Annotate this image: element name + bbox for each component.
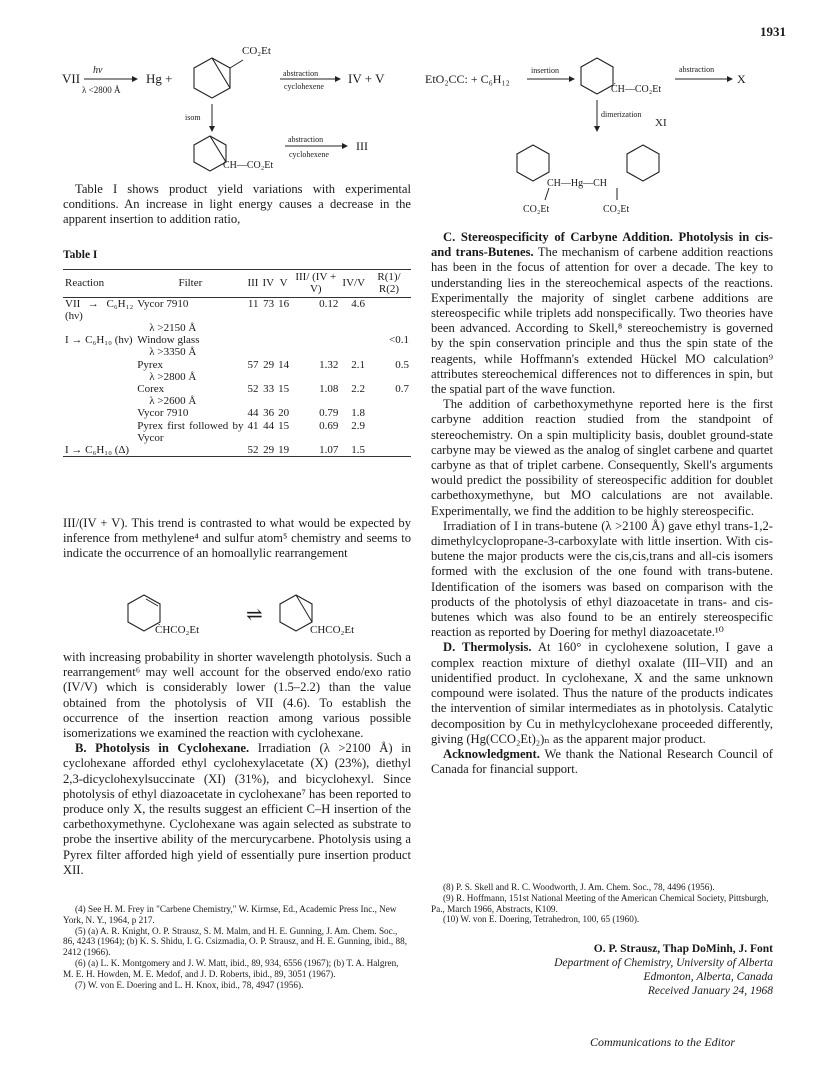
table-cell (63, 371, 135, 383)
table-cell: 16 (278, 297, 290, 310)
table-cell (291, 322, 340, 334)
table-cell (245, 395, 260, 407)
table-cell: 52 (247, 444, 259, 457)
ack-heading: Acknowledgment. (443, 746, 540, 761)
table-cell: <0.1 (389, 334, 409, 347)
scheme-2-drawing (120, 585, 410, 645)
table-cell: 29 (263, 444, 275, 457)
co2et-right: CO₂Et (603, 204, 630, 215)
reaction-scheme-1 (60, 40, 410, 175)
table-row (63, 395, 411, 407)
table-cell (63, 420, 135, 444)
vii-label: VII (62, 71, 81, 86)
table-cell (260, 371, 276, 383)
ack-text: We thank the National Research Council of Canada for financial support. (431, 746, 774, 777)
table-cell (340, 322, 367, 334)
department: Department of Chemistry, University of Alberta (554, 957, 773, 969)
table-cell (367, 395, 411, 407)
table-header: Reaction (65, 277, 105, 290)
table-row (63, 297, 411, 322)
table-row (63, 420, 411, 444)
table-cell (340, 395, 367, 407)
abstraction-label-2: abstraction (288, 135, 324, 144)
footnote: (5) (a) A. R. Knight, O. P. Strausz, S. M. Malm, and H. E. Gunning, J. Am. Chem. Soc., 86, 4243 (1964); (b) K. S. Shidu, I. G. Csizmadia, O. P. Strausz, and H. E. Gunning, ibid., 88, 2412 (1966). (63, 925, 408, 958)
table-row (63, 444, 411, 457)
table-cell (291, 346, 340, 358)
section-b-text: Irradiation (λ >2100 Å) in cyclohexane afforded ethyl cyclohexylacetate (X) (23%), diethyl 2,3-dicyclohexylsuccinate (XI) (31%), and bicyclohexyl. Since photolysis of ethyl diazoacetate in cyclohexane⁷ has been reported to produce only X, the results suggest an efficient C–H insertion of the carbethoxymethyne. Cyclohexane was again selected as substrate to probe the insertive ability of the mercurycarbene. Photolysis using a Pyrex filter afforded high yield of essentially pure insertion product XII. (63, 741, 411, 877)
table-cell: Pyrex first followed by Vycor (137, 419, 244, 444)
table-title: Table I (63, 249, 98, 261)
table-cell: 4.6 (351, 297, 366, 310)
table-cell: 15 (278, 383, 290, 396)
table-header: IV (262, 277, 275, 290)
x-product: X (737, 72, 746, 86)
table-cell: Vycor 7910 (137, 407, 189, 420)
chco2et-label: CH—CO₂Et (223, 160, 274, 171)
cyclohexene-label: cyclohexene (284, 82, 324, 91)
table-cell: 0.69 (319, 419, 339, 432)
section-c-text-3: Irradiation of I in trans-butene (λ >2100 Å) gave ethyl trans-1,2-dimethylcyclopropane-3-carboxylate with little insertion. With cis-butene the major products were the cis,cis,trans and all-cis isomers formed with the exclusion of the one found with trans-butene. Identification of the isomers was based on comparison with the products of the photolysis of ethyl diazoacetate in trans- and cis-butenes which was also found to be an entirely stereospecific reaction as reported by Doering for methyl diazoacetate.¹⁰ (431, 518, 773, 640)
table-cell: I → C₆H₁₀ (hν) (65, 334, 133, 347)
table-cell: λ >2800 Å (149, 370, 197, 383)
table-cell: VII → C₆H₁₂ (hν) (65, 297, 134, 322)
table-cell (291, 334, 340, 346)
footnote: (7) W. von E. Doering and L. H. Knox, ibid., 78, 4947 (1956). (75, 979, 304, 990)
table-cell (276, 334, 291, 346)
table-cell: 0.12 (319, 297, 339, 310)
table-cell: λ >3350 Å (149, 346, 197, 359)
hv-label: hν (93, 65, 103, 76)
table-cell: 20 (278, 407, 290, 420)
table-cell: 0.7 (395, 383, 409, 396)
received-date: Received January 24, 1968 (647, 985, 773, 997)
table-row (63, 359, 411, 371)
table-cell (367, 297, 411, 322)
paragraph-3: with increasing probability in shorter wavelength photolysis. Such a rearrangement⁶ may well account for the observed endo/exo ratio (IV/V) which is considerably lower (1.5–2.2) than the value obtained from the photolysis of VII (4.6). To establish the occurrence of the insertion reaction among various possible isomerizations we examined the reaction with cyclohexane. (63, 650, 411, 741)
table-cell: 33 (263, 383, 275, 396)
section-d-text: At 160° in cyclohexene solution, I gave a complex reaction mixture of diethyl oxalate (III–VII) and an unidentified product. In cyclohexane, X and the same unknown compound were isolated. Thus the nature of the products indicates the intervention of similar intermediates as in photolysis. Catalytic decomposition by Cu in methylcyclohexane proceeded differently, giving (Hg(CCO₂Et)₂)ₙ as the apparent major product. (431, 640, 773, 746)
footnote: (9) R. Hoffmann, 151st National Meeting of the American Chemical Society, Pittsburgh, Pa., March 1966, Abstracts, K109. (431, 892, 769, 914)
table-row (63, 371, 411, 383)
table-cell: 2.1 (351, 358, 366, 371)
scheme-1-drawing (60, 40, 410, 175)
table-row (63, 322, 411, 334)
table-cell: 41 (247, 419, 259, 432)
table-cell: 57 (247, 358, 259, 371)
table-cell (367, 444, 411, 457)
table-header: R(1)/ R(2) (377, 271, 401, 296)
table-cell (245, 346, 260, 358)
table-row (63, 346, 411, 358)
table-header: Filter (178, 277, 203, 290)
abstraction-label: abstraction (283, 69, 319, 78)
table-cell: 44 (247, 407, 259, 420)
table-header: III/ (IV + V) (295, 271, 337, 296)
footnotes-left (63, 904, 411, 990)
footnote: (6) (a) L. K. Montgomery and J. W. Matt, ibid., 89, 934, 6556 (1967); (b) T. A. Halgren, M. E. H. Howden, M. E. Medof, and J. D. Roberts, ibid., 89, 3051 (1967). (63, 957, 399, 979)
left-column-top (63, 182, 411, 228)
co2et-label: CO₂Et (242, 45, 271, 57)
table-cell (340, 346, 367, 358)
table-cell: 1.07 (319, 444, 339, 457)
table-cell (276, 395, 291, 407)
table-cell (367, 420, 411, 444)
section-c-text-2: The addition of carbethoxymethyne reported here is the first carbyne addition reaction studied from the standpoint of stereochemistry. On a spin multiplicity basis, doublet ground-state carbyne may be viewed as the analog of singlet carbene and quartet carbyne as that of triplet carbene. Consequently, Skell's arguments would predict the possibility of stereospecific addition for doublet carbethoxymethyne, but MO calculations are not available. Experimentally, we find the addition to be highly stereospecific. (431, 397, 773, 518)
table-cell (135, 444, 245, 457)
table-cell (63, 359, 135, 371)
paragraph-1: Table I shows product yield variations with experimental conditions. An increase in light energy causes a decrease in the apparent insertion to addition ratio, (63, 182, 411, 227)
table-cell: λ >2600 Å (149, 395, 197, 408)
table-cell: 1.08 (319, 383, 339, 396)
chco2et-radical-label: ĊH—CO₂Et (611, 84, 662, 95)
table-cell (245, 334, 260, 346)
table-cell (63, 346, 135, 358)
table-cell (291, 395, 340, 407)
table-cell (245, 371, 260, 383)
table-cell (260, 322, 276, 334)
table-header: III (247, 277, 259, 290)
left-column-lower (63, 650, 411, 878)
footnote: (8) P. S. Skell and R. C. Woodworth, J. Am. Chem. Soc., 78, 4496 (1956). (443, 882, 715, 892)
table-cell: 36 (263, 407, 275, 420)
paragraph-2: III/(IV + V). This trend is contrasted to what would be expected by inference from methylene⁴ and sulfur atom⁵ chemistry and seems to indicate the occurrence of an homoallylic rearrangement (63, 516, 411, 561)
table-cell: 73 (263, 297, 275, 310)
cyclohexene-label-2: cyclohexene (289, 150, 329, 159)
table-cell (276, 322, 291, 334)
table-cell: 1.32 (319, 358, 339, 371)
page-number: 1931 (760, 24, 786, 39)
section-c-text-1: The mechanism of carbene addition reactions has been in the focus of attention for over a decade. The key to understanding lies in the stereochemical aspects of the reactions. Experimentally the majority of singlet carbene additions are stereospecific while triplets add nonspecifically. Two theories have been advanced. According to Skell,⁸ stereochemistry is governed by the spin conservation principle and thus the spin state of the reagents, while Hoffmann's extended Hückel MO calculation⁹ attributes stereochemical differences not to differences in spin, but the spatial part of the wave function. (431, 245, 774, 397)
dimerization-label: dimerization (601, 110, 642, 119)
table-row (63, 407, 411, 419)
section-b-heading: B. Photolysis in Cyclohexane. (75, 741, 250, 756)
iv-v-products: IV + V (348, 71, 385, 86)
table-cell: 2.2 (351, 383, 366, 396)
table-1-grid (63, 269, 411, 457)
table-cell: 0.79 (319, 407, 339, 420)
table-cell: 44 (263, 419, 275, 432)
co2et-left: CO₂Et (523, 204, 550, 215)
journal-section-footer: Communications to the Editor (590, 1035, 735, 1049)
table-cell (260, 334, 276, 346)
table-cell: Pyrex (137, 358, 163, 371)
table-cell: 29 (263, 358, 275, 371)
table-1 (63, 248, 411, 457)
hg-bridge-label: CH—Hg—CH (547, 178, 608, 189)
scheme-2-left-label: ĊHCO₂Et (155, 624, 200, 636)
table-cell (245, 322, 260, 334)
table-row (63, 383, 411, 395)
reactants-label: EtO₂CC: + C₆H₁₂ (425, 72, 510, 86)
table-cell (276, 346, 291, 358)
footnote: (10) W. von E. Doering, Tetrahedron, 100, 65 (1960). (443, 914, 640, 925)
left-column-mid (63, 516, 411, 562)
table-cell: 19 (278, 444, 290, 457)
table-cell (367, 322, 411, 334)
table-cell (367, 346, 411, 358)
table-cell (367, 371, 411, 383)
table-header: IV/V (342, 277, 366, 290)
scheme-2-right-label: CHCO₂Et (310, 624, 355, 636)
table-cell: 11 (247, 297, 259, 310)
equilibrium-arrow: ⇌ (246, 604, 263, 626)
reaction-scheme-2 (120, 585, 410, 645)
scheme-3-drawing (425, 40, 775, 230)
iii-product: III (356, 139, 368, 153)
table-cell (63, 407, 135, 419)
right-column (431, 230, 773, 777)
table-cell (340, 334, 367, 346)
table-cell: 15 (278, 419, 290, 432)
hg-plus: Hg + (146, 71, 173, 86)
table-cell: Window glass (137, 334, 200, 347)
signature-block (431, 942, 773, 998)
table-cell (260, 346, 276, 358)
table-cell: 1.8 (351, 407, 366, 420)
table-cell (276, 371, 291, 383)
table-row (63, 334, 411, 346)
abstraction-label-3: abstraction (679, 65, 715, 74)
table-cell: 0.5 (395, 358, 409, 371)
section-c-heading: C. Stereospecificity of Carbyne Addition. Photolysis in cis- and trans-Butenes. (431, 230, 773, 260)
table-cell: Corex (137, 383, 165, 396)
city: Edmonton, Alberta, Canada (643, 971, 773, 983)
isom-label: isom (185, 113, 201, 122)
table-cell (340, 371, 367, 383)
table-cell (63, 395, 135, 407)
table-cell: 1.5 (351, 444, 366, 457)
authors: O. P. Strausz, Thap DoMinh, J. Font (593, 943, 773, 955)
insertion-label: insertion (531, 66, 559, 75)
table-cell (63, 383, 135, 395)
reaction-scheme-3 (425, 40, 775, 230)
table-cell: 52 (247, 383, 259, 396)
table-cell: 2.9 (351, 419, 366, 432)
table-cell (260, 395, 276, 407)
table-body (63, 297, 411, 457)
table-cell: I → C₆H₁₀ (Δ) (65, 444, 130, 457)
table-cell (291, 371, 340, 383)
table-cell: 14 (278, 358, 290, 371)
table-cell (367, 407, 411, 419)
xi-label: XI (655, 117, 667, 129)
wavelength-cond: λ <2800 Å (82, 85, 121, 95)
table-cell: Vycor 7910 (137, 297, 189, 310)
table-cell: λ >2150 Å (149, 322, 197, 335)
table-cell (63, 322, 135, 334)
footnote: (4) See H. M. Frey in "Carbene Chemistry," W. Kirmse, Ed., Academic Press Inc., New York, N. Y., 1964, p 217. (63, 904, 397, 925)
section-d-heading: D. Thermolysis. (443, 640, 532, 655)
footnotes-right (431, 882, 773, 925)
table-header: V (279, 277, 288, 290)
